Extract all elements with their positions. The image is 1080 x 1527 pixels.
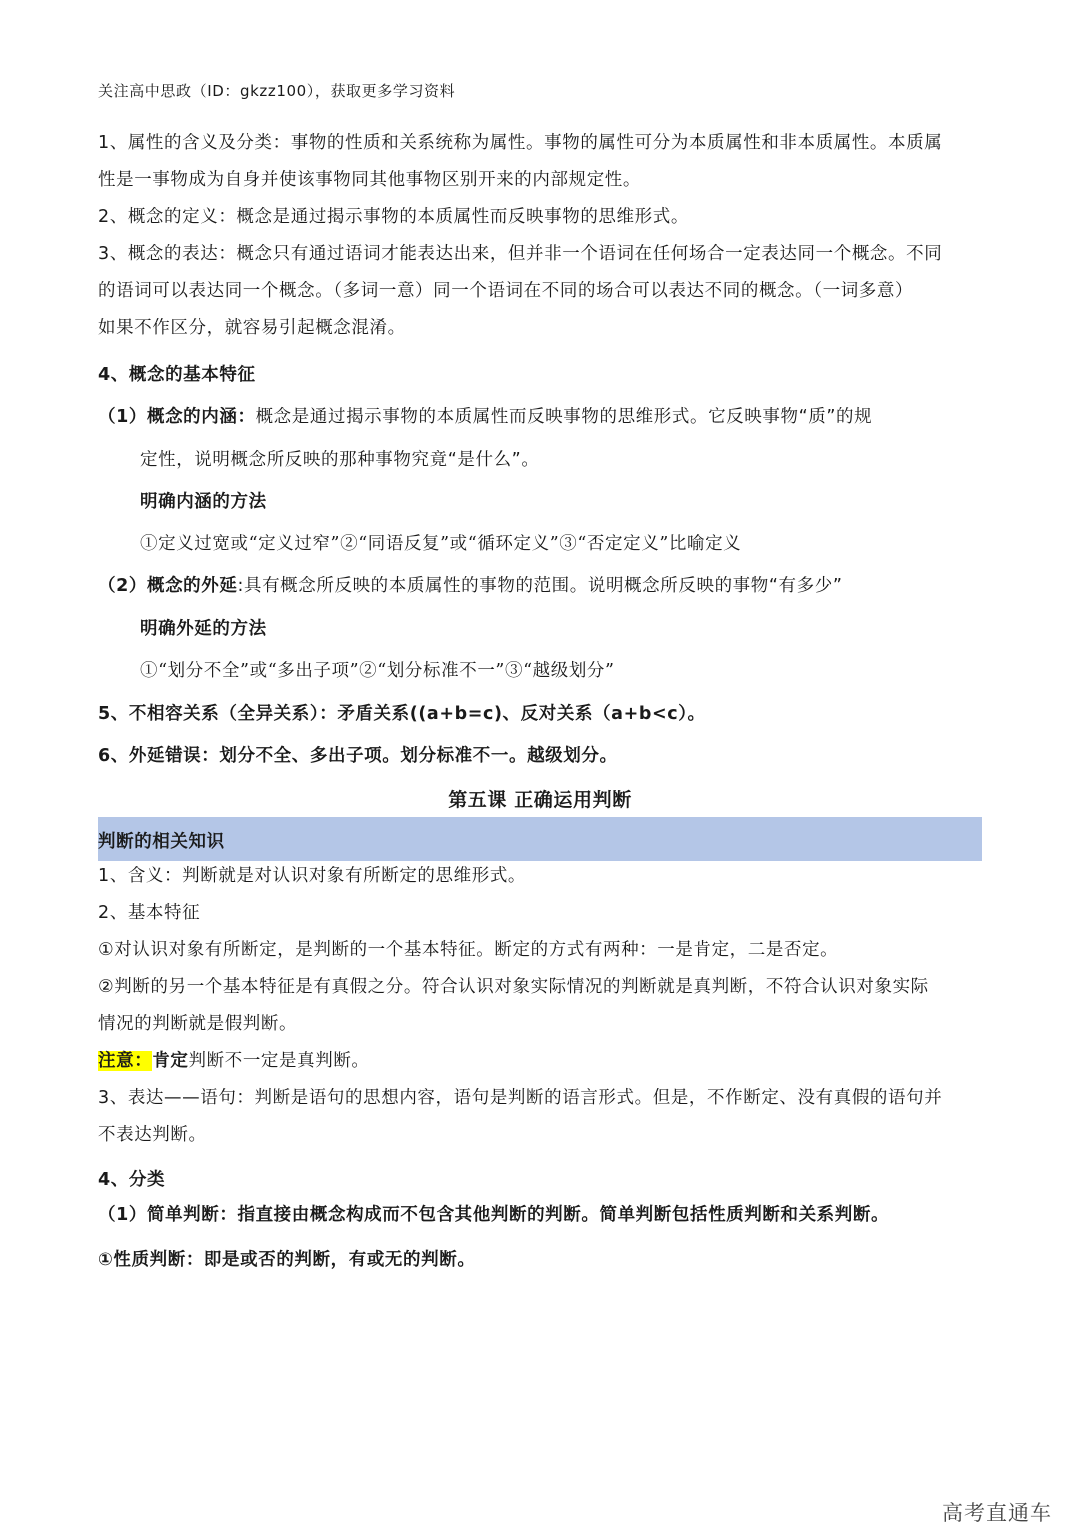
judgment-para-3-line-2: 不表达判断。 (98, 1125, 207, 1145)
para-1-line-2: 性是一事物成为自身并使该事物同其他事物区别开来的内部规定性。 (98, 170, 641, 190)
para-6: 6、外延错误：划分不全、多出子项。划分标准不一。越级划分。 (98, 746, 618, 766)
judgment-heading-4: 4、分类 (98, 1170, 166, 1190)
subsection-2-label: （2）概念的外延 (98, 576, 238, 596)
intension-method-text: ①定义过宽或“定义过窄”②“同语反复”或“循环定义”③“否定定义”比喻定义 (140, 534, 742, 554)
para-3-line-3: 如果不作区分，就容易引起概念混淆。 (98, 318, 406, 338)
para-2: 2、概念的定义：概念是通过揭示事物的本质属性而反映事物的思维形式。 (98, 207, 689, 227)
subsection-2 (98, 572, 843, 597)
subsection-1-label: （1）概念的内涵： (98, 407, 256, 427)
judgment-para-2b-line-2: 情况的判断就是假判断。 (98, 1014, 298, 1034)
watermark: 高考直通车 (942, 1501, 1052, 1525)
judgment-para-2: 2、基本特征 (98, 903, 201, 923)
header-note: 关注高中思政（ID：gkzz100），获取更多学习资料 (98, 82, 456, 100)
judgment-4-2: ①性质判断：即是或否的判断，有或无的判断。 (98, 1250, 476, 1270)
extension-method-title: 明确外延的方法 (140, 619, 267, 639)
note-bold: 肯定 (152, 1051, 189, 1071)
lesson-title: 第五课 正确运用判断 (448, 789, 632, 811)
judgment-para-2b-line-1: ②判断的另一个基本特征是有真假之分。符合认识对象实际情况的判断就是真判断，不符合认识对象实际 (98, 977, 929, 997)
subsection-1-text: 概念是通过揭示事物的本质属性而反映事物的思维形式。它反映事物“质”的规 (255, 407, 873, 427)
intension-method-title: 明确内涵的方法 (140, 492, 267, 512)
para-1-line-1: 1、属性的含义及分类：事物的性质和关系统称为属性。事物的属性可分为本质属性和非本质属性。本质属 (98, 133, 943, 153)
judgment-para-1: 1、含义：判断就是对认识对象有所断定的思维形式。 (98, 866, 527, 886)
para-3-line-1: 3、概念的表达：概念只有通过语词才能表达出来，但并非一个语词在任何场合一定表达同一个概念。不同 (98, 244, 943, 264)
para-3-line-2: 的语词可以表达同一个概念。（多词一意）同一个语词在不同的场合可以表达不同的概念。（一词多意） (98, 281, 914, 301)
judgment-4-1: （1）简单判断：指直接由概念构成而不包含其他判断的判断。简单判断包括性质判断和关系判断。 (98, 1205, 890, 1225)
section-bar (98, 817, 982, 861)
extension-method-text: ①“划分不全”或“多出子项”②“划分标准不一”③“越级划分” (140, 661, 615, 681)
note-line (98, 1047, 370, 1072)
section-bar-title: 判断的相关知识 (98, 832, 225, 852)
judgment-para-2a: ①对认识对象有所断定，是判断的一个基本特征。断定的方式有两种：一是肯定，二是否定。 (98, 940, 839, 960)
subsection-1-line-2: 定性，说明概念所反映的那种事物究竟“是什么”。 (140, 450, 540, 470)
note-label: 注意： (98, 1051, 153, 1071)
subsection-1 (98, 403, 872, 428)
heading-4: 4、概念的基本特征 (98, 365, 256, 385)
note-rest: 判断不一定是真判断。 (188, 1051, 370, 1071)
judgment-para-3-line-1: 3、表达——语句：判断是语句的思想内容，语句是判断的语言形式。但是，不作断定、没有真假的语句并 (98, 1088, 943, 1108)
para-5: 5、不相容关系（全异关系）：矛盾关系((a+b=c)、反对关系（a+b<c）。 (98, 704, 706, 724)
subsection-2-text: :具有概念所反映的本质属性的事物的范围。说明概念所反映的事物“有多少” (237, 576, 843, 596)
